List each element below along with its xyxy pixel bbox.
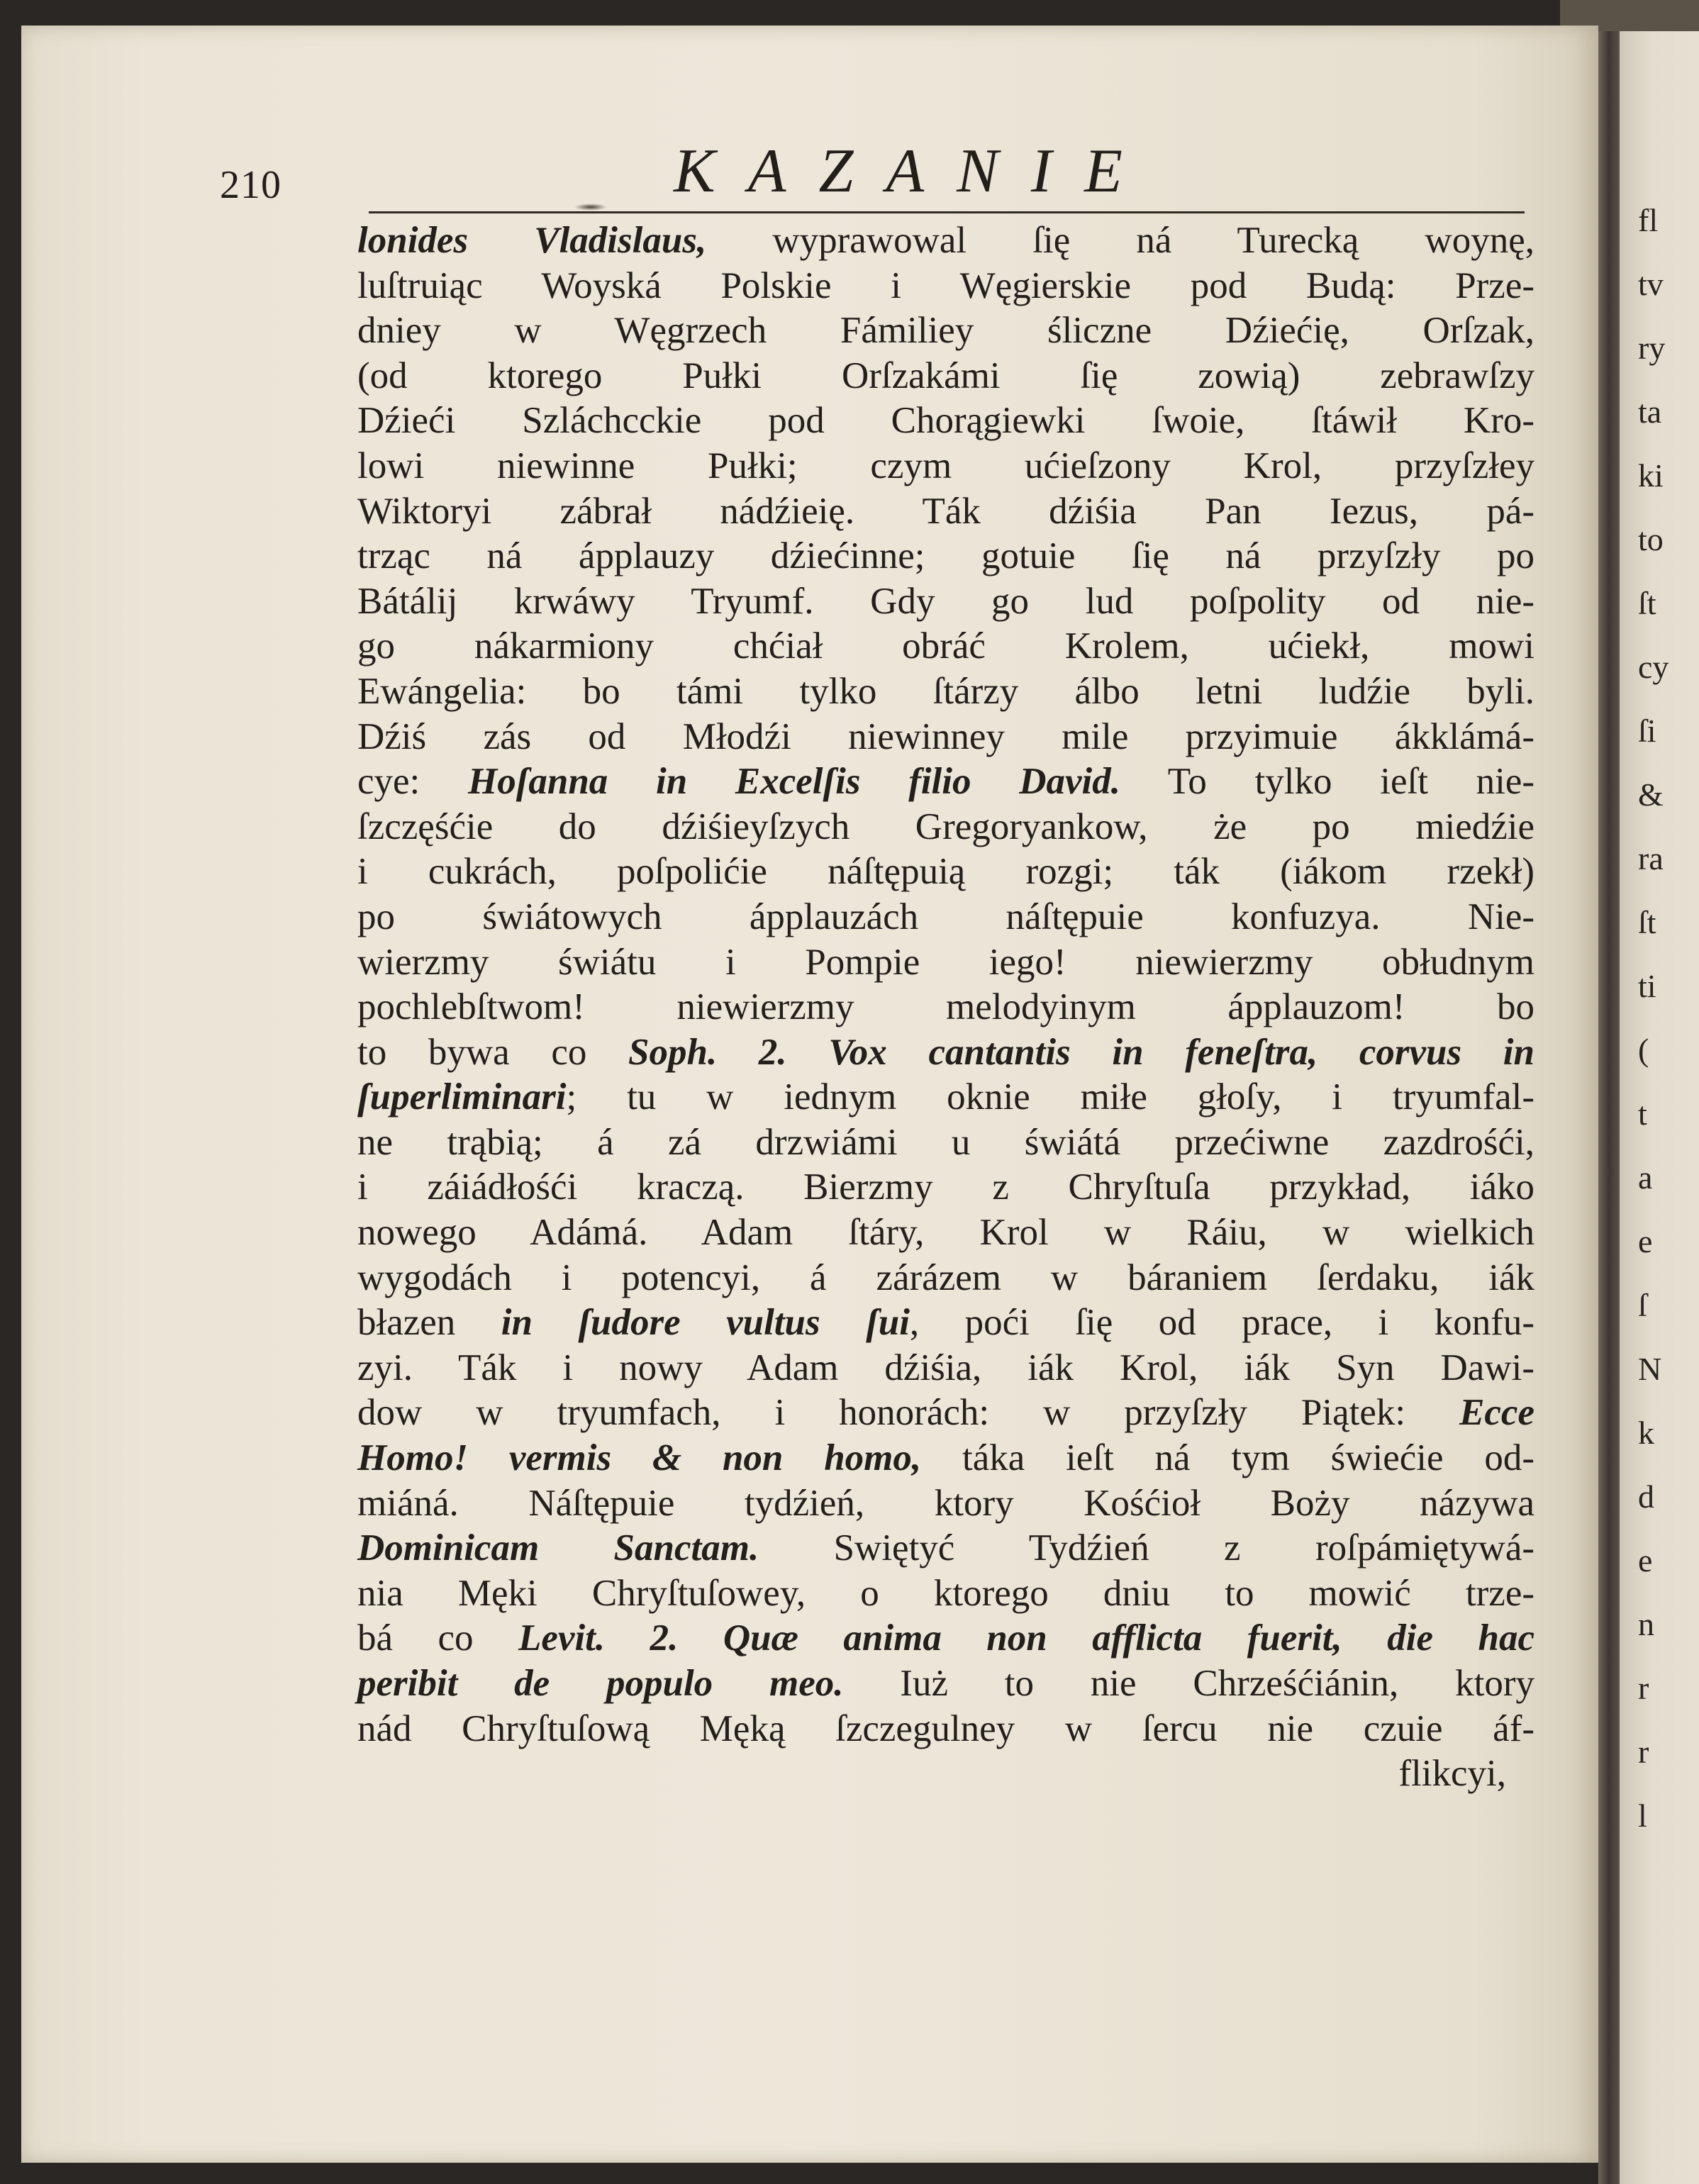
facing-page-glyph: a [1638,1159,1653,1196]
text-run: zyi. Ták i nowy Adam dźiśia, iák Krol, iák Syn Dawi- [357,1347,1534,1388]
text-line [357,218,1534,264]
facing-page-glyph: ra [1638,840,1664,876]
text-run: Dźieći Szláchcckie pod Chorągiewki ſwoie, ſtáwił Kro- [357,400,1534,442]
text-line [357,1391,1534,1436]
facing-page-glyph: ſ [1638,1287,1647,1323]
text-run: luſtruiąc Woyská Polskie i Węgierskie pod Budą: Prze- [357,264,1534,306]
facing-page-glyph: ſi [1638,713,1656,749]
text-line [357,849,1534,895]
page-number: 210 [220,163,282,207]
text-line [357,895,1534,940]
text-line [357,1030,1534,1076]
text-run: táka ieſt ná tym świećie od- [921,1437,1534,1479]
italic-latin-phrase: Dominicam Sanctam. [357,1527,759,1569]
text-line [357,399,1534,444]
text-run: ; tu w iednym oknie miłe głoſy, i tryumfal- [566,1076,1534,1118]
italic-latin-phrase: Soph. 2. Vox cantantis in feneſtra, corvus in [628,1031,1534,1073]
text-line [357,1165,1534,1210]
text-run: dow w tryumfach, i honorách: w przyſzły Piątek: [357,1392,1460,1434]
text-run: nia Męki Chryſtuſowey, o ktorego dniu to mowić trze- [357,1572,1534,1614]
text-line [357,1210,1534,1256]
facing-page-glyph: fl [1638,202,1659,238]
text-line [357,805,1534,850]
text-run: go nákarmiony chćiał obráć Krolem, ućiekł, mowi [357,625,1534,667]
facing-page-glyph: to [1638,521,1664,557]
text-run: bá co [357,1617,519,1659]
text-line [357,669,1534,715]
text-run: To tylko ieſt nie- [1120,761,1535,803]
facing-page-glyph: e [1638,1223,1653,1259]
facing-page-glyph: k [1638,1415,1654,1451]
facing-page-glyph: ta [1638,394,1662,430]
text-line [357,985,1534,1030]
text-line [357,1751,1534,1797]
text-run: wyprawowal ſię ná Turecką woynę, [706,220,1534,261]
page-header [220,135,1517,206]
text-run: trząc ná ápplauzy dźiećinne; gotuie ſię ná przyſzły po [357,535,1534,577]
text-run: lowi niewinne Pułki; czym ućieſzony Krol, przyſzłey [357,445,1534,486]
facing-page-glyph: N [1638,1351,1662,1387]
facing-page-fragment [1620,31,1699,2184]
facing-page-glyph: ti [1638,968,1656,1004]
text-run: Bátálij krwáwy Tryumf. Gdy go lud poſpolity od nie- [357,580,1534,622]
facing-page-glyph: ki [1638,457,1664,494]
text-line [357,489,1534,535]
text-run: Swiętyć Tydźień z roſpámiętywá- [759,1527,1534,1569]
text-run: Iuż to nie Chrześćiánin, ktory [843,1663,1534,1704]
text-line [357,579,1534,625]
text-line [357,940,1534,986]
text-line [357,534,1534,579]
text-run: Ewángelia: bo támi tylko ſtárzy álbo letni ludźie byli. [357,670,1534,712]
text-line [357,1661,1534,1707]
book-page [21,26,1598,2163]
text-line [357,1256,1534,1301]
text-run: cye: [357,761,468,803]
text-line [357,1616,1534,1661]
sermon-text [357,218,1534,1797]
text-run: wygodách i potencyi, á zárázem w báraniem ſerdaku, iák [357,1257,1534,1298]
text-run: Wiktoryi zábrał nádźieię. Ták dźiśia Pan Iezus, pá- [357,490,1534,532]
text-line [357,1120,1534,1166]
text-run: miáná. Náſtępuie tydźień, ktory Kośćioł Boży názywa [357,1482,1534,1524]
italic-latin-phrase: Ecce [1459,1392,1534,1434]
facing-page-glyph: d [1638,1478,1654,1515]
text-run: i záiádłośći kraczą. Bierzmy z Chryſtuſa przykład, iáko [357,1166,1534,1208]
facing-page-glyph: ſt [1638,904,1656,940]
text-run: błazen [357,1302,501,1344]
text-line [357,715,1534,760]
facing-page-glyph: t [1638,1096,1647,1132]
text-run: Dźiś zás od Młodźi niewinney mile przyimuie ákklámá- [357,715,1534,757]
text-run: , poći ſię od prace, i konfu- [909,1302,1534,1344]
text-run: ſzczęśćie do dźiśieyſzych Gregoryankow, że po miedźie [357,806,1534,847]
facing-page-glyph: tv [1638,266,1664,302]
header-rule [369,211,1525,213]
text-line [357,1571,1534,1617]
book-binding-edge [1598,0,1620,2184]
facing-page-glyph: r [1638,1670,1649,1706]
facing-page-glyph: e [1638,1542,1653,1578]
text-run: dniey w Węgrzech Fámiliey śliczne Dźiećię, Orſzak, [357,310,1534,352]
text-line [357,1300,1534,1346]
text-run: to bywa co [357,1031,629,1073]
facing-page-glyph: ry [1638,330,1666,366]
text-run: (od ktorego Pułki Orſzakámi ſię zowią) zebrawſzy [357,355,1534,396]
italic-latin-phrase: Homo! vermis & non homo, [357,1437,922,1479]
text-line [357,1346,1534,1391]
italic-latin-phrase: lonides Vladislaus, [357,220,707,261]
facing-page-glyph: cy [1638,649,1669,685]
text-run: flikcyi, [1398,1753,1506,1795]
facing-page-glyph: ( [1638,1032,1649,1068]
facing-page-glyph: & [1638,776,1664,813]
text-line [357,624,1534,669]
text-line [357,444,1534,489]
italic-latin-phrase: ſuperliminari [357,1076,567,1118]
text-run: i cukrách, poſpolićie náſtępuią rozgi; ták (iákom rzekł) [357,851,1534,893]
text-run: nád Chryſtuſową Męką ſzczegulney w ſercu nie czuie áf- [357,1707,1534,1749]
ink-speck [574,204,607,211]
facing-page-glyph: r [1638,1734,1649,1770]
italic-latin-phrase: Levit. 2. Quæ anima non afflicta fuerit, die hac [518,1617,1534,1659]
facing-page-glyph: ſt [1638,585,1656,621]
text-run: wierzmy świátu i Pompie iego! niewierzmy obłudnym [357,941,1534,983]
text-run: po świátowych ápplauzách náſtępuie konfuzya. Nie- [357,896,1534,937]
facing-page-glyph: l [1638,1798,1647,1834]
text-run: pochlebſtwom! niewierzmy melodyinym ápplauzom! bo [357,986,1534,1028]
text-line [357,308,1534,354]
text-line [357,759,1534,805]
text-line [357,1526,1534,1571]
text-line [357,1481,1534,1527]
italic-latin-phrase: in ſudore vultus ſui [501,1302,910,1344]
italic-latin-phrase: Hoſanna in Excelſis filio David. [467,761,1120,803]
text-line [357,1436,1534,1481]
text-run: ne trąbią; á zá drzwiámi u świátá przećiwne zazdrośći, [357,1121,1534,1163]
text-run: nowego Adámá. Adam ſtáry, Krol w Ráiu, w wielkich [357,1212,1534,1254]
text-line [357,1707,1534,1752]
running-title: KAZANIE [674,137,1155,206]
text-line [357,264,1534,309]
italic-latin-phrase: peribit de populo meo. [357,1663,844,1704]
facing-page-glyph: n [1638,1606,1654,1642]
text-line [357,1075,1534,1120]
text-line [357,354,1534,399]
